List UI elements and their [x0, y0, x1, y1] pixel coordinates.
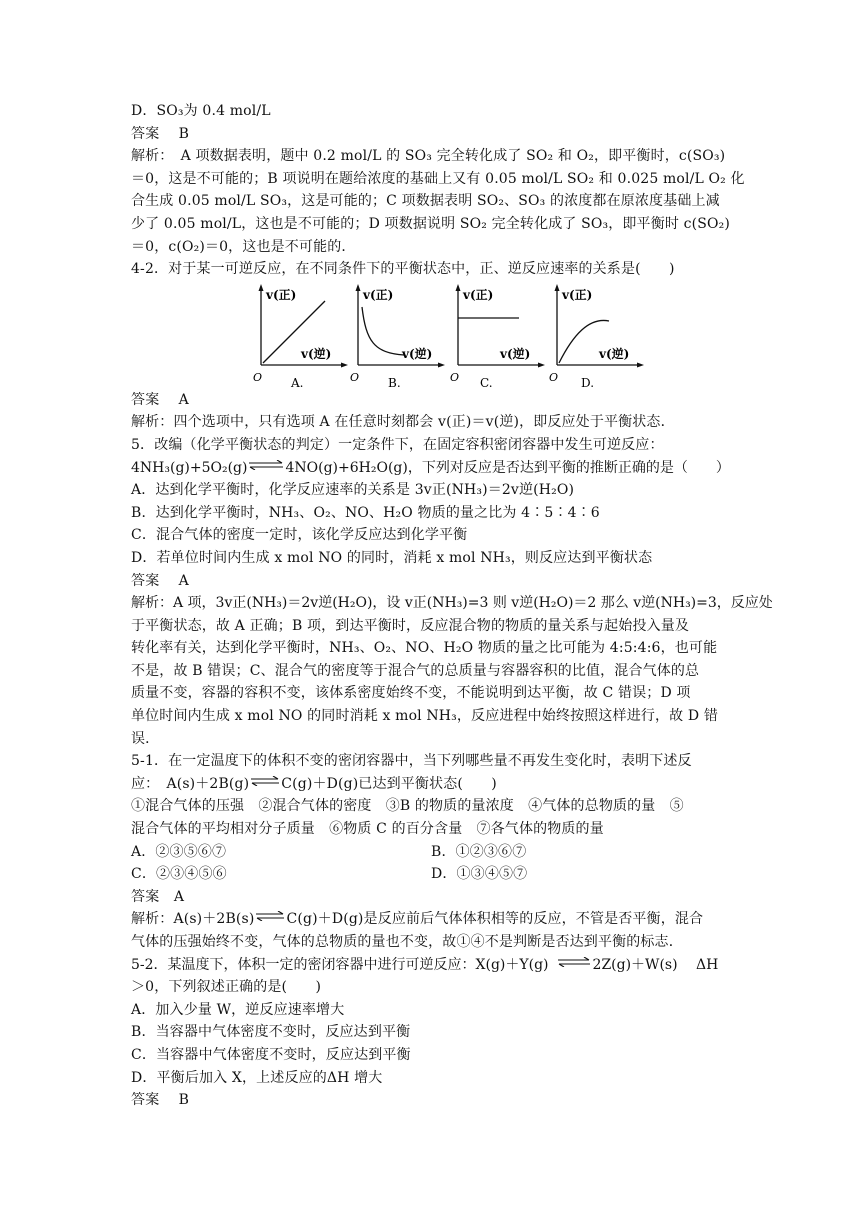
graph-caption: B.	[388, 375, 401, 390]
equation-right: C(g)＋D(g)是反应前后气体体积相等的反应，不管是否平衡，混合	[286, 911, 704, 928]
graph-ylabel: v(正)	[266, 287, 297, 302]
option-d: D．若单位时间内生成 x mol NO 的同时，消耗 x mol NH₃，则反应达到平衡状态	[131, 549, 653, 566]
graph-b-curve	[362, 307, 404, 355]
question-5: 5．改编（化学平衡状态的判定）一定条件下，在固定容积密闭容器中发生可逆反应：	[131, 436, 664, 453]
equation-right: C(g)＋D(g)已达到平衡状态( )	[281, 775, 497, 792]
answer-line: 答案 B	[131, 125, 190, 142]
explanation-line: ＝0，这是不可能的；B 项说明在题给浓度的基础上又有 0.05 mol/L SO₂ 和 0.025 mol/L O₂ 化	[131, 170, 745, 187]
graph-xlabel: v(逆)	[301, 346, 332, 361]
graph-origin: O	[549, 370, 559, 384]
option-d: D．①③④⑤⑦	[431, 866, 528, 883]
explanation-line: 解析： A 项数据表明，题中 0.2 mol/L 的 SO₃ 完全转化成了 SO₂ 和 O₂，即平衡时，c(SO₃)	[131, 148, 726, 165]
option-a: A．②③⑤⑥⑦	[131, 843, 227, 860]
equation-left: 4NH₃(g)+5O₂(g)	[131, 459, 248, 476]
graph-origin: O	[253, 370, 263, 384]
explanation-line: 单位时间内生成 x mol NO 的同时消耗 x mol NH₃，反应进程中始终按照这样进行，故 D 错	[131, 708, 719, 725]
explanation-line: 少了 0.05 mol/L，这也是不可能的；D 项数据说明 SO₂ 完全转化成了 SO₃，即平衡时 c(SO₂)	[131, 215, 730, 232]
options-row	[131, 841, 731, 864]
equilibrium-arrow-icon	[557, 957, 591, 967]
graph-a	[253, 283, 349, 390]
equation-right: 4NO(g)+6H₂O(g)，下列对反应是否达到平衡的推断正确的是（ ）	[285, 459, 730, 476]
equation-line	[131, 457, 731, 480]
graph-ylabel: v(正)	[562, 287, 593, 302]
explanation-line: 解析：四个选项中，只有选项 A 在任意时刻都会 v(正)＝v(逆)，即反应处于平衡状态．	[131, 414, 675, 431]
options-row	[131, 863, 731, 886]
option-b: B．当容器中气体密度不变时，反应达到平衡	[131, 1024, 411, 1041]
option-d: D．平衡后加入 X，上述反应的ΔH 增大	[131, 1069, 383, 1086]
graph-origin: O	[350, 370, 360, 384]
option-b: B．①②③⑥⑦	[431, 843, 527, 860]
graph-ylabel: v(正)	[363, 287, 394, 302]
option-c: C．混合气体的密度一定时，该化学反应达到化学平衡	[131, 527, 468, 544]
equilibrium-arrow-icon	[255, 911, 285, 921]
explanation-line: 不是，故 B 错误；C、混合气的密度等于混合气的总质量与容器容积的比值，混合气体的总	[131, 662, 700, 679]
statement-list: 混合气体的平均相对分子质量 ⑥物质 C 的百分含量 ⑦各气体的物质的量	[131, 821, 604, 838]
statement-list: ①混合气体的压强 ②混合气体的密度 ③B 的物质的量浓度 ④气体的总物质的量 ⑤	[131, 798, 684, 815]
explanation-line: ＝0，c(O₂)＝0，这也是不可能的．	[131, 238, 356, 255]
explanation-line: 于平衡状态，故 A 正确；B 项，到达平衡时，反应混合物的物质的量关系与起始投入量及	[131, 617, 690, 634]
graph-ylabel: v(正)	[463, 287, 494, 302]
graph-xlabel: v(逆)	[402, 346, 433, 361]
option-d-line: D．SO₃为 0.4 mol/L	[131, 103, 271, 119]
graph-c	[450, 283, 546, 390]
explanation-line: 转化率有关，达到化学平衡时，NH₃、O₂、NO、H₂O 物质的量之比可能为 4:5:4:6，也可能	[131, 640, 718, 657]
answer-line: 答案 B	[131, 1092, 190, 1109]
document-page	[131, 100, 773, 1112]
option-b: B．达到化学平衡时，NH₃、O₂、NO、H₂O 物质的量之比为 4∶5∶4∶6	[131, 504, 600, 521]
option-c: C．当容器中气体密度不变时，反应达到平衡	[131, 1046, 411, 1063]
answer-line: 答案 A	[131, 391, 190, 408]
explanation-line: 解析：A 项，3v正(NH₃)＝2v逆(H₂O)，设 v正(NH₃)=3 则 v逆(H₂O)＝2 那么 v逆(NH₃)=3，反应处	[131, 595, 773, 612]
question-5-2	[131, 954, 731, 977]
explanation-line: 误．	[131, 730, 160, 747]
equation-line	[131, 773, 731, 796]
question-4-2: 4-2．对于某一可逆反应，在不同条件下的平衡状态中，正、逆反应速率的关系是( )	[131, 261, 675, 278]
option-c: C．②③④⑤⑥	[131, 866, 227, 883]
graph-b	[350, 283, 446, 390]
equilibrium-arrow-icon	[250, 776, 280, 786]
answer-line: 答案 A	[131, 888, 185, 905]
graph-caption: C.	[480, 375, 493, 390]
option-a: A．加入少量 W，逆反应速率增大	[131, 1001, 345, 1018]
rate-graphs	[131, 281, 731, 389]
equation-left: 5-2．某温度下，体积一定的密闭容器中进行可逆反应：X(g)＋Y(g)	[131, 956, 549, 973]
option-a: A．达到化学平衡时，化学反应速率的关系是 3v正(NH₃)＝2v逆(H₂O)	[131, 482, 575, 499]
answer-line: 答案 A	[131, 572, 190, 589]
explanation-line	[131, 908, 731, 931]
explanation-line: 气体的压强始终不变，气体的总物质的量也不变，故①④不是判断是否达到平衡的标志．	[131, 934, 683, 950]
equilibrium-arrow-icon	[248, 460, 284, 470]
equation-right: 2Z(g)＋W(s) ΔH	[592, 956, 719, 973]
equation-left: 解析：A(s)＋2B(s)	[131, 911, 255, 928]
graph-origin: O	[450, 370, 460, 384]
graph-caption: A.	[291, 375, 304, 390]
question-5-1: 5-1．在一定温度下的体积不变的密闭容器中，当下列哪些量不再发生变化时，表明下述反	[131, 753, 692, 770]
equation-left: 应： A(s)＋2B(g)	[131, 775, 250, 792]
graph-xlabel: v(逆)	[500, 346, 531, 361]
graph-caption: D.	[581, 375, 595, 390]
graph-xlabel: v(逆)	[599, 346, 630, 361]
question-5-2-cont: ＞0，下列叙述正确的是( )	[131, 979, 322, 996]
explanation-line: 合生成 0.05 mol/L SO₃，这是可能的；C 项数据表明 SO₂、SO₃ 的浓度都在原浓度基础上减	[131, 193, 720, 210]
graph-d	[549, 283, 645, 390]
explanation-line: 质量不变，容器的容积不变，该体系密度始终不变，不能说明到达平衡，故 C 错误；D 项	[131, 685, 691, 702]
